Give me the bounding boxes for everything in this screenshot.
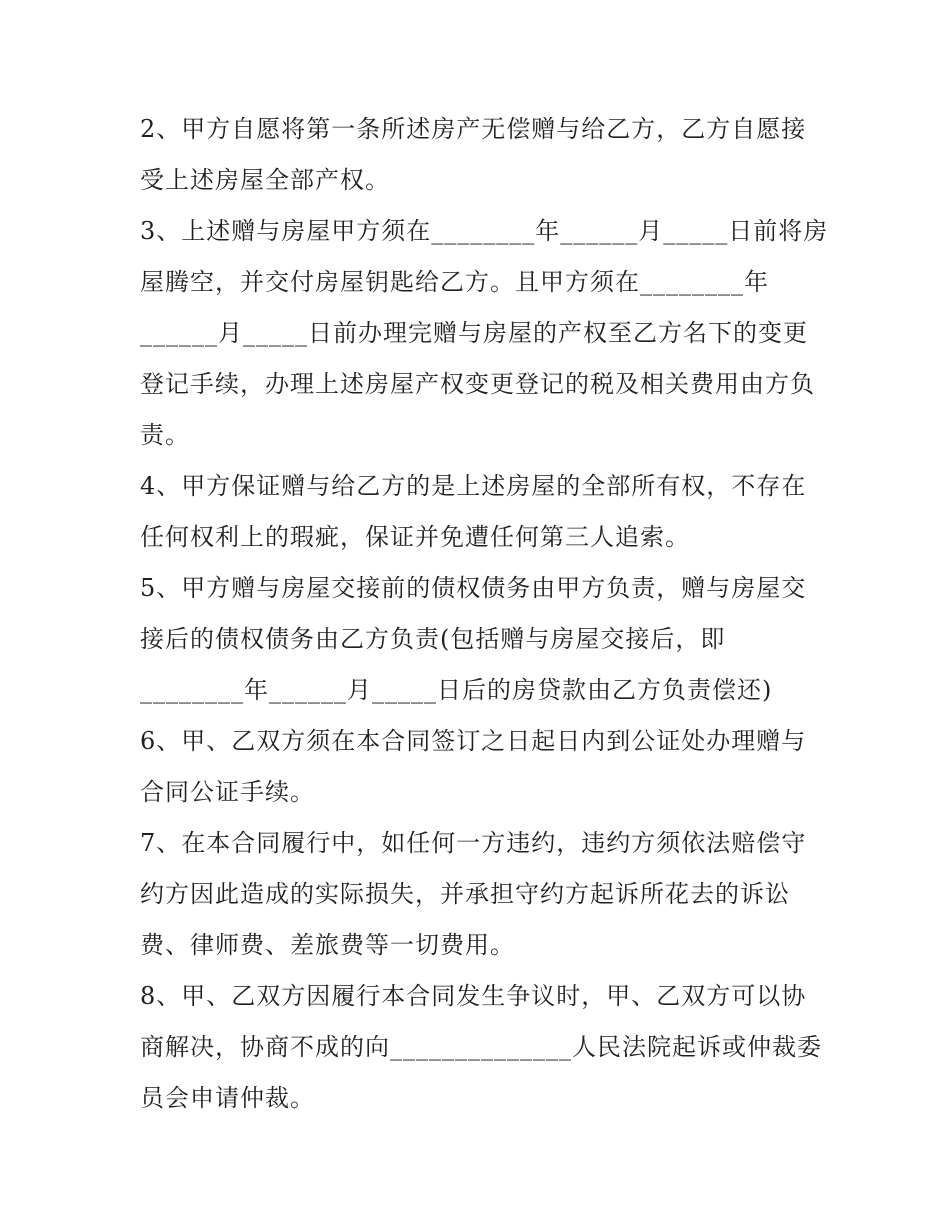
clause-8 bbox=[140, 971, 820, 1124]
clause-6 bbox=[140, 716, 820, 818]
clause-5-line-2: 接后的债权债务由乙方负责(包括赠与房屋交接后，即 bbox=[140, 625, 726, 653]
clause-3-line-4: 登记手续，办理上述房屋产权变更登记的税及相关费用由方负 bbox=[140, 370, 815, 398]
clause-2 bbox=[140, 104, 820, 206]
clause-7-line-3: 费、律师费、差旅费等一切费用。 bbox=[140, 931, 515, 959]
clause-7 bbox=[140, 818, 820, 971]
clause-5-line-1: 5、甲方赠与房屋交接前的债权债务由甲方负责，赠与房屋交 bbox=[140, 574, 807, 602]
clause-6-line-2: 合同公证手续。 bbox=[140, 778, 315, 806]
clause-8-line-2: 商解决，协商不成的向______________人民法院起诉或仲裁委 bbox=[140, 1033, 822, 1061]
clause-7-line-1: 7、在本合同履行中，如任何一方违约，违约方须依法赔偿守 bbox=[140, 829, 807, 857]
clause-3-line-2: 屋腾空，并交付房屋钥匙给乙方。且甲方须在________年 bbox=[140, 268, 769, 296]
clause-8-line-1: 8、甲、乙双方因履行本合同发生争议时，甲、乙双方可以协 bbox=[140, 982, 807, 1010]
clause-3-line-3: ______月_____日前办理完赠与房屋的产权至乙方名下的变更 bbox=[140, 319, 808, 347]
clause-3-line-1: 3、上述赠与房屋甲方须在________年______月_____日前将房 bbox=[140, 217, 829, 245]
clause-8-line-3: 员会申请仲裁。 bbox=[140, 1084, 315, 1112]
clause-5-line-3: ________年______月_____日后的房贷款由乙方负责偿还) bbox=[140, 676, 773, 704]
clause-2-line-2: 受上述房屋全部产权。 bbox=[140, 166, 390, 194]
clause-5 bbox=[140, 563, 820, 716]
contract-text bbox=[140, 104, 829, 1124]
clause-2-line-1: 2、甲方自愿将第一条所述房产无偿赠与给乙方，乙方自愿接 bbox=[140, 115, 807, 143]
clause-4-line-1: 4、甲方保证赠与给乙方的是上述房屋的全部所有权，不存在 bbox=[140, 472, 807, 500]
clause-4-line-2: 任何权利上的瑕疵，保证并免遭任何第三人追索。 bbox=[140, 523, 690, 551]
clause-3-line-5: 责。 bbox=[140, 421, 190, 449]
clause-4 bbox=[140, 461, 820, 563]
clause-3 bbox=[140, 206, 829, 461]
clause-6-line-1: 6、甲、乙双方须在本合同签订之日起日内到公证处办理赠与 bbox=[140, 727, 807, 755]
clause-7-line-2: 约方因此造成的实际损失，并承担守约方起诉所花去的诉讼 bbox=[140, 880, 790, 908]
